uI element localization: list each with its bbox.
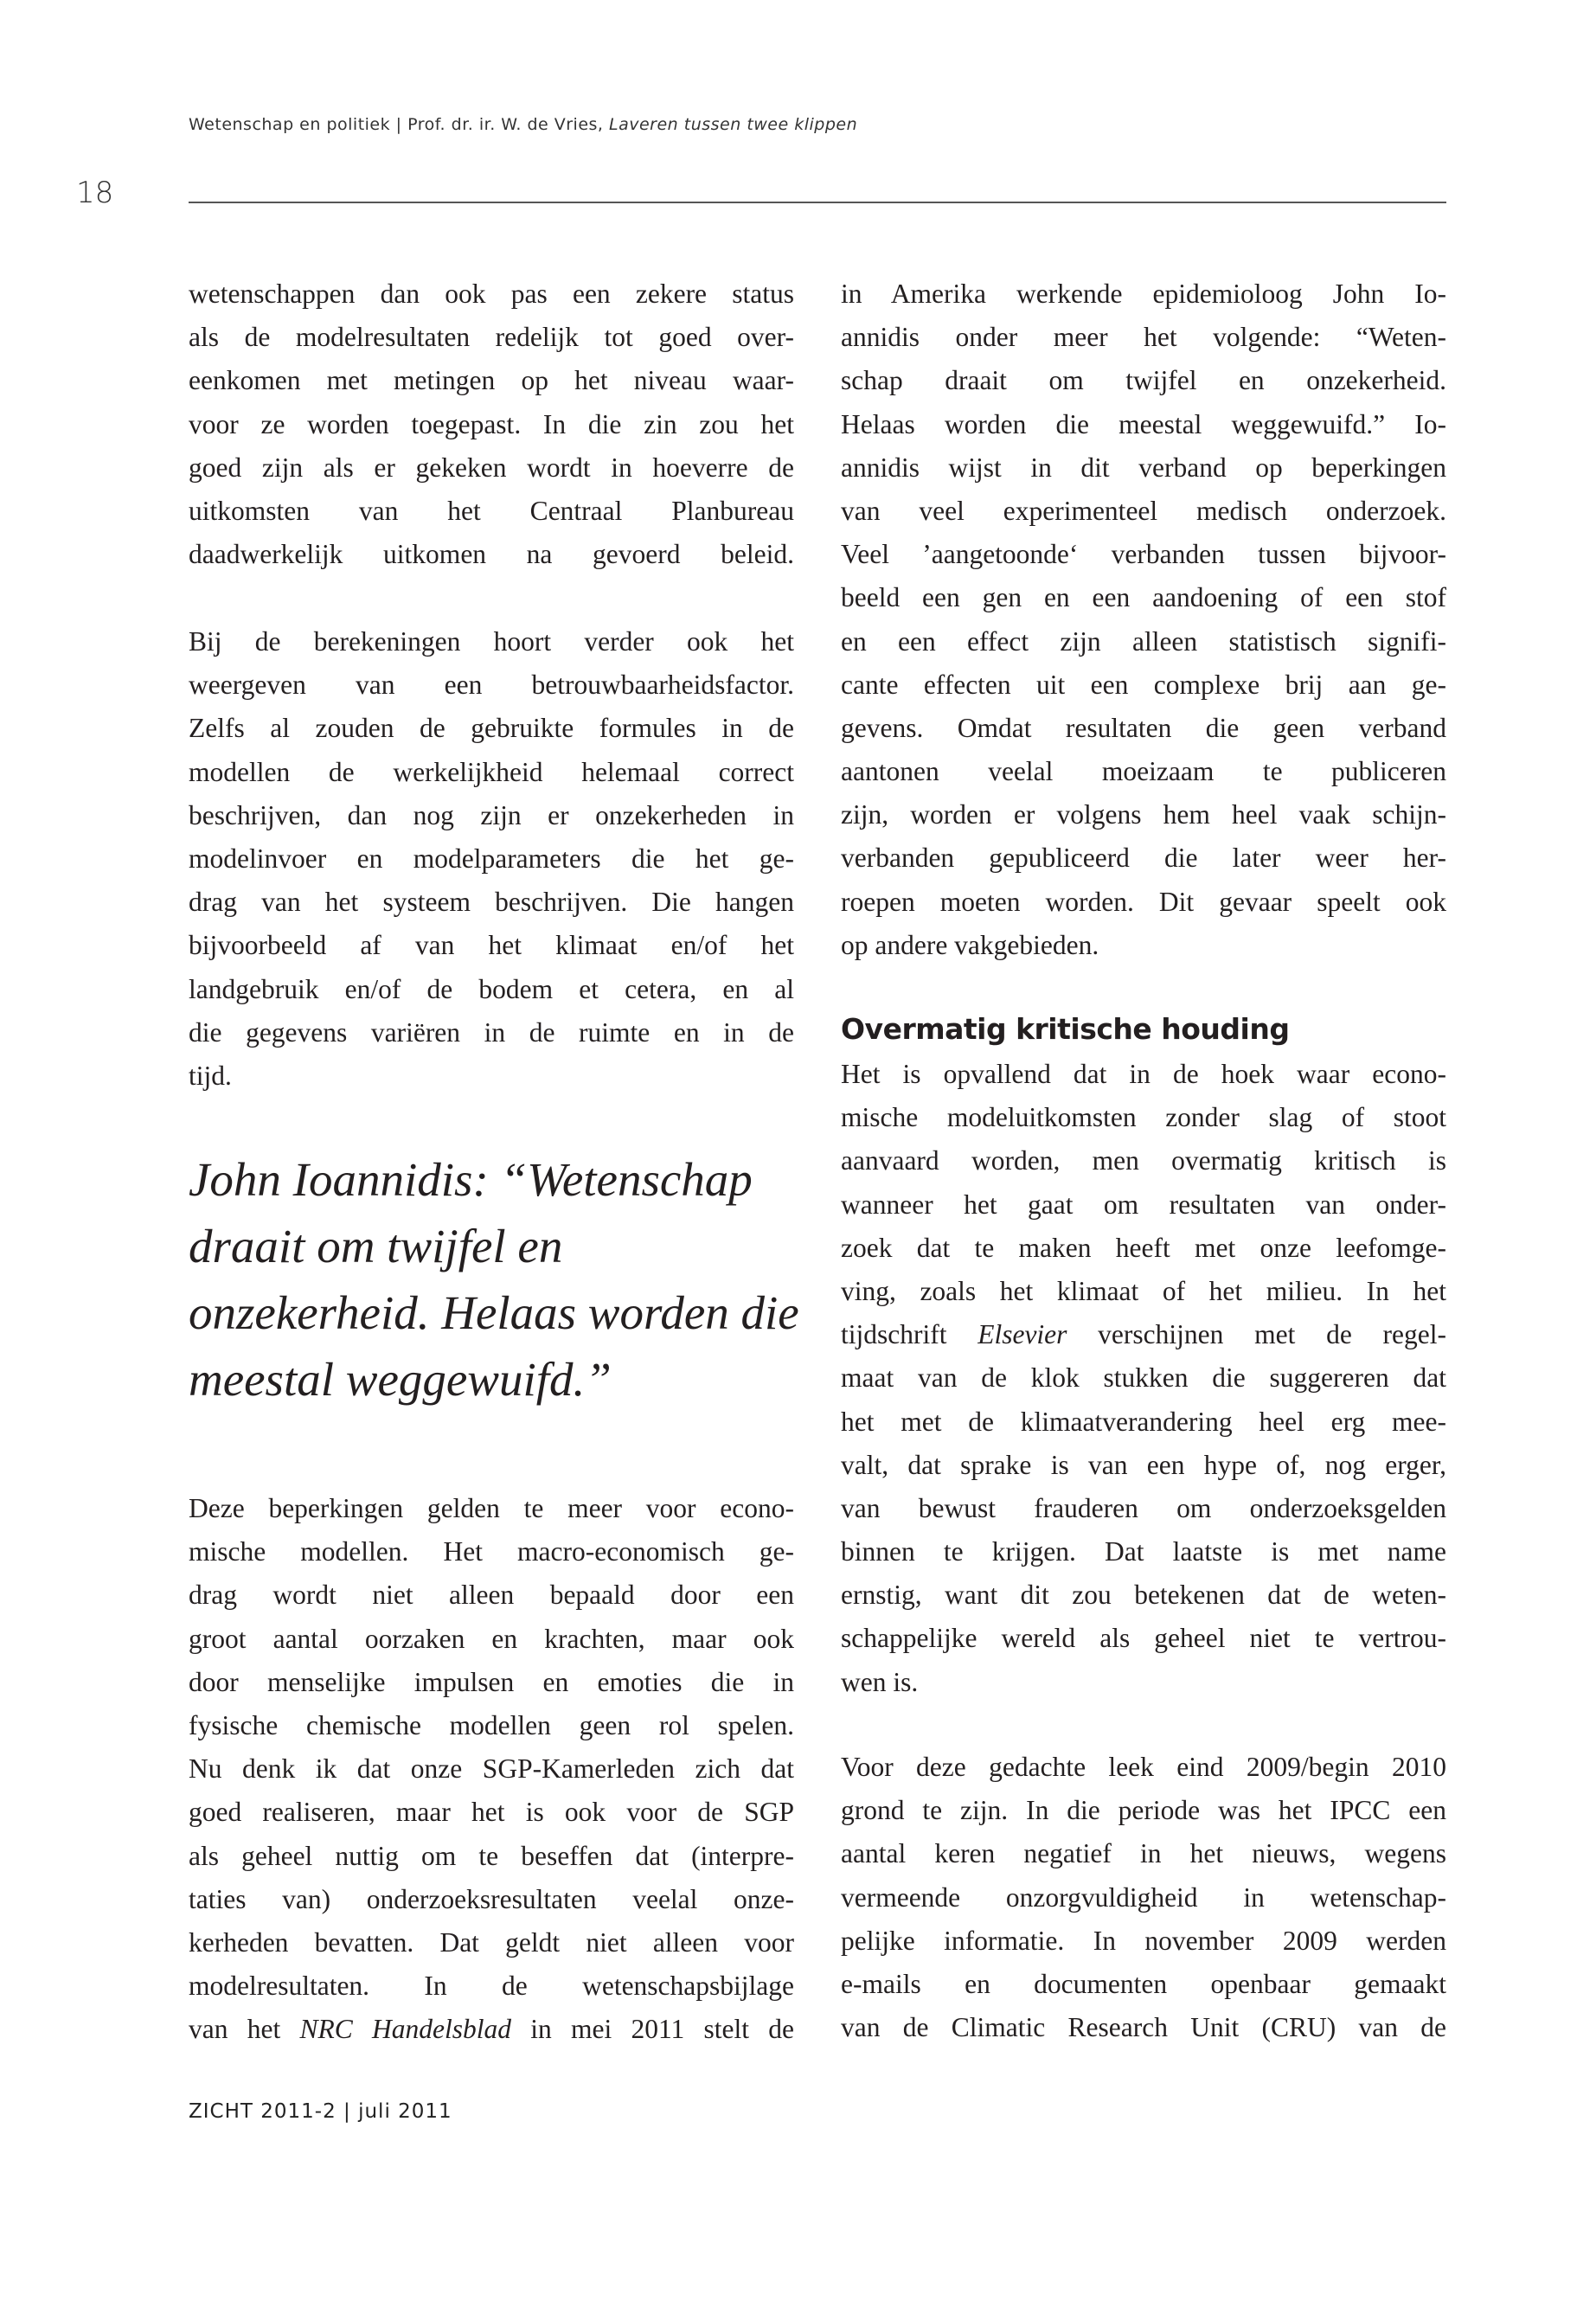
text-line: modelresultaten. In de wetenschapsbijlage bbox=[189, 1971, 794, 2002]
text-line: groot aantal oorzaken en krachten, maar ook bbox=[189, 1623, 794, 1654]
text-line: door menselijke impulsen en emoties die in bbox=[189, 1666, 794, 1697]
text-line: op andere vakgebieden. bbox=[841, 929, 1099, 960]
text-line: mische modellen. Het macro-economisch ge- bbox=[189, 1536, 794, 1567]
left-paragraph-2 bbox=[189, 620, 794, 1098]
text-line: schap draait om twijfel en onzekerheid. bbox=[841, 365, 1446, 396]
text-line: die gegevens variëren in de ruimte en in de bbox=[189, 1016, 794, 1048]
text-segment: van het bbox=[189, 2014, 300, 2045]
text-line: uitkomsten van het Centraal Planbureau bbox=[189, 495, 794, 526]
text-line: en een effect zijn alleen statistisch signifi- bbox=[841, 625, 1446, 657]
text-line: zijn, worden er volgens hem heel vaak schijn- bbox=[841, 799, 1446, 830]
text-line: wetenschappen dan ook pas een zekere status bbox=[189, 279, 794, 309]
header-author: Prof. dr. ir. W. de Vries, bbox=[407, 115, 604, 134]
text-line: Deze beperkingen gelden te meer voor econo- bbox=[189, 1493, 794, 1523]
text-line: drag wordt niet alleen bepaald door een bbox=[189, 1580, 794, 1611]
right-paragraph-2 bbox=[841, 1053, 1446, 1704]
text-line: kerheden bevatten. Dat geldt niet alleen voor bbox=[189, 1926, 794, 1958]
text-line: het met de klimaatverandering heel erg mee- bbox=[841, 1406, 1446, 1437]
italic-title: Elsevier bbox=[977, 1319, 1067, 1350]
text-line: Voor deze gedachte leek eind 2009/begin 2010 bbox=[841, 1752, 1446, 1782]
text-line: binnen te krijgen. Dat laatste is met name bbox=[841, 1536, 1446, 1567]
text-line: aantal keren negatief in het nieuws, wegens bbox=[841, 1838, 1446, 1869]
text-line: schappelijke wereld als geheel niet te vertrou- bbox=[841, 1623, 1446, 1654]
right-paragraph-3 bbox=[841, 1746, 1446, 2049]
pull-quote-line: John Ioannidis: “Wetenschap bbox=[189, 1153, 753, 1206]
text-line: Helaas worden die meestal weggewuifd.” Io- bbox=[841, 408, 1446, 439]
right-paragraph-1 bbox=[841, 272, 1446, 967]
text-line: mische modeluitkomsten zonder slag of stoot bbox=[841, 1102, 1446, 1133]
text-line: modelinvoer en modelparameters die het ge- bbox=[189, 843, 794, 874]
pull-quote-line: meestal weggewuifd.” bbox=[189, 1353, 612, 1406]
text-line: als geheel nuttig om te beseffen dat (interpre- bbox=[189, 1840, 794, 1871]
text-line: van bewust frauderen om onderzoeksgelden bbox=[841, 1492, 1446, 1523]
header-article-title: Laveren tussen twee klippen bbox=[609, 115, 858, 134]
pull-quote-line: onzekerheid. Helaas worden die bbox=[189, 1286, 799, 1339]
text-line: van de Climatic Research Unit (CRU) van de bbox=[841, 2012, 1446, 2043]
text-line: Het is opvallend dat in de hoek waar econo- bbox=[841, 1059, 1446, 1089]
text-line: ving, zoals het klimaat of het milieu. In het bbox=[841, 1275, 1446, 1306]
text-line: e-mails en documenten openbaar gemaakt bbox=[841, 1968, 1446, 1999]
text-line: modellen de werkelijkheid helemaal correct bbox=[189, 756, 794, 787]
section-heading: Overmatig kritische houding bbox=[841, 1012, 1290, 1046]
text-line: daadwerkelijk uitkomen na gevoerd beleid. bbox=[189, 539, 794, 570]
text-line: voor ze worden toegepast. In die zin zou het bbox=[189, 408, 794, 439]
text-line: weergeven van een betrouwbaarheidsfactor. bbox=[189, 670, 794, 701]
page-number: 18 bbox=[76, 176, 114, 210]
text-line: vermeende onzorgvuldigheid in wetenschap- bbox=[841, 1881, 1446, 1913]
text-line: goed zijn als er gekeken wordt in hoeverre de bbox=[189, 452, 794, 483]
text-line: cante effecten uit een complexe brij aan ge- bbox=[841, 669, 1446, 700]
text-line: grond te zijn. In die periode was het IPCC een bbox=[841, 1795, 1446, 1826]
italic-title: NRC Handelsblad bbox=[299, 2014, 511, 2045]
header-rule bbox=[189, 202, 1446, 203]
text-line: eenkomen met metingen op het niveau waar- bbox=[189, 365, 794, 396]
text-line: goed realiseren, maar het is ook voor de SGP bbox=[189, 1797, 794, 1828]
text-line: Zelfs al zouden de gebruikte formules in de bbox=[189, 713, 794, 744]
text-line: annidis onder meer het volgende: “Weten- bbox=[841, 322, 1446, 353]
text-line: roepen moeten worden. Dit gevaar speelt ook bbox=[841, 886, 1446, 917]
header-section: Wetenschap en politiek bbox=[189, 115, 391, 134]
pull-quote bbox=[189, 1146, 811, 1413]
text-line: fysische chemische modellen geen rol spelen. bbox=[189, 1709, 794, 1740]
text-line: aantonen veelal moeizaam te publiceren bbox=[841, 756, 1446, 787]
text-line: Bij de berekeningen hoort verder ook het bbox=[189, 626, 794, 657]
header-separator: | bbox=[395, 115, 402, 134]
text-line: wanneer het gaat om resultaten van onder- bbox=[841, 1189, 1446, 1220]
text-line: drag van het systeem beschrijven. Die hangen bbox=[189, 887, 794, 918]
text-segment: in mei 2011 stelt de bbox=[510, 2014, 794, 2045]
text-line: bijvoorbeeld af van het klimaat en/of het bbox=[189, 930, 794, 961]
text-line: aanvaard worden, men overmatig kritisch is bbox=[841, 1145, 1446, 1176]
left-paragraph-3 bbox=[189, 1487, 794, 2051]
text-line: gevens. Omdat resultaten die geen verband bbox=[841, 712, 1446, 743]
text-line: beschrijven, dan nog zijn er onzekerheden in bbox=[189, 799, 794, 830]
text-line: Nu denk ik dat onze SGP-Kamerleden zich dat bbox=[189, 1753, 794, 1785]
text-line: maat van de klok stukken die suggereren dat bbox=[841, 1362, 1446, 1394]
text-line: verbanden gepubliceerd die later weer her- bbox=[841, 843, 1446, 874]
text-line: zoek dat te maken heeft met onze leefomge- bbox=[841, 1232, 1446, 1263]
text-line: ernstig, want dit zou betekenen dat de weten- bbox=[841, 1580, 1446, 1611]
text-line: wen is. bbox=[841, 1666, 919, 1697]
text-line: pelijke informatie. In november 2009 werden bbox=[841, 1925, 1446, 1956]
text-segment: tijdschrift bbox=[841, 1319, 978, 1350]
text-line: valt, dat sprake is van een hype of, nog erger, bbox=[841, 1449, 1446, 1480]
text-line: landgebruik en/of de bodem et cetera, en al bbox=[189, 973, 794, 1004]
text-line: annidis wijst in dit verband op beperkingen bbox=[841, 452, 1446, 483]
text-line: Veel ’aangetoonde‘ verbanden tussen bijvoor- bbox=[841, 539, 1446, 570]
text-line: beeld een gen en een aandoening of een stof bbox=[841, 582, 1446, 613]
running-header bbox=[189, 115, 857, 134]
pull-quote-line: draait om twijfel en bbox=[189, 1220, 563, 1272]
text-line: als de modelresultaten redelijk tot goed over- bbox=[189, 322, 794, 353]
text-line: taties van) onderzoeksresultaten veelal onze- bbox=[189, 1883, 794, 1914]
text-line bbox=[841, 1313, 1446, 1356]
page-footer: ZICHT 2011-2 | juli 2011 bbox=[189, 2100, 452, 2123]
text-line: tijd. bbox=[189, 1060, 232, 1091]
text-segment: verschijnen met de regel- bbox=[1067, 1319, 1446, 1350]
text-line: in Amerika werkende epidemioloog John Io- bbox=[841, 279, 1446, 309]
left-paragraph-1 bbox=[189, 272, 794, 576]
text-line: van veel experimenteel medisch onderzoek. bbox=[841, 495, 1446, 526]
text-line bbox=[189, 2008, 794, 2051]
